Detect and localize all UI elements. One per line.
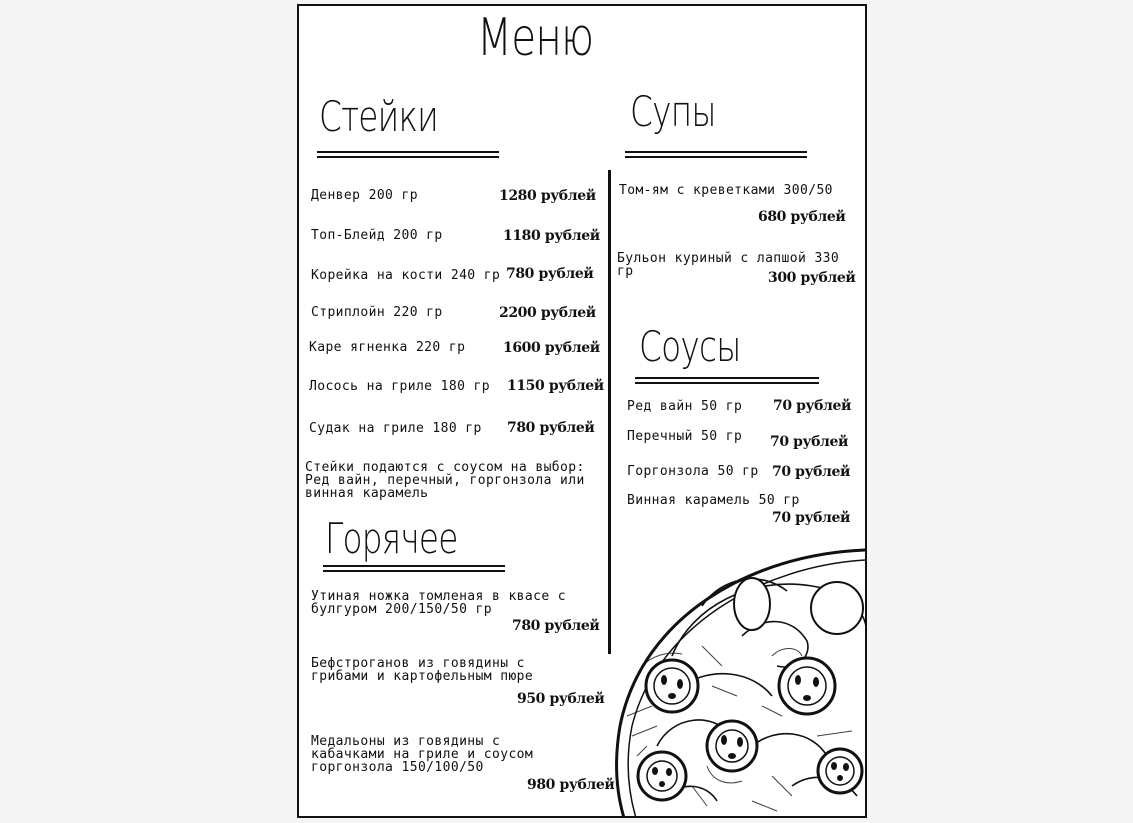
- hot-item-line: булгуром 200/150/50 гр: [311, 602, 492, 617]
- steak-item-name: Денвер 200 гр: [311, 188, 418, 203]
- steaks-note-line: Ред вайн, перечный, горгонзола или: [305, 473, 585, 488]
- steak-item-name: Стриплойн 220 гр: [311, 305, 443, 320]
- soup-item-price: 680 рублей: [758, 209, 846, 225]
- column-divider: [608, 170, 611, 654]
- steaks-note-line: Стейки подаются с соусом на выбор:: [305, 460, 585, 475]
- sauce-item-price: 70 рублей: [770, 434, 849, 450]
- sauce-item-price: 70 рублей: [772, 464, 851, 480]
- steak-item-price: 1280 рублей: [499, 188, 596, 204]
- hot-item-line: кабачками на гриле и соусом: [311, 747, 534, 762]
- sauce-item-name: Ред вайн 50 гр: [627, 399, 743, 414]
- steak-item-name: Корейка на кости 240 гр: [311, 268, 501, 283]
- steak-item-price: 1150 рублей: [507, 378, 604, 394]
- soup-item-line: гр: [617, 264, 634, 279]
- steak-item-price: 1180 рублей: [503, 228, 600, 244]
- steak-item-name: Лосось на гриле 180 гр: [309, 379, 490, 394]
- steak-item-price: 780 рублей: [507, 420, 595, 436]
- sauce-item-name: Горгонзола 50 гр: [627, 464, 759, 479]
- menu-title: Меню: [477, 8, 594, 68]
- steak-item-price: 1600 рублей: [503, 340, 600, 356]
- salad-bowl-illustration: [612, 546, 866, 818]
- soup-item-price: 300 рублей: [768, 270, 856, 286]
- hot-item-line: Утиная ножка томленая в квасе с: [311, 589, 567, 604]
- sauce-item-name: Винная карамель 50 гр: [627, 493, 800, 508]
- soup-item-line: Бульон куриный с лапшой 330: [617, 251, 840, 266]
- steak-item-name: Топ-Блейд 200 гр: [311, 228, 443, 243]
- steaks-title-underline: [317, 151, 499, 158]
- menu-sheet: [297, 4, 867, 818]
- hot-title-underline: [323, 565, 505, 572]
- steak-item-price: 2200 рублей: [499, 305, 596, 321]
- soups-title-underline: [625, 151, 807, 158]
- hot-item-line: Медальоны из говядины с: [311, 734, 501, 749]
- steaks-note-line: винная карамель: [305, 486, 429, 501]
- steak-item-name: Каре ягненка 220 гр: [309, 340, 466, 355]
- soup-item-line: Том-ям с креветками 300/50: [619, 183, 833, 198]
- hot-item-line: Бефстроганов из говядины с: [311, 656, 525, 671]
- hot-item-line: грибами и картофельным пюре: [311, 669, 534, 684]
- sauces-title-underline: [635, 377, 819, 384]
- steaks-title: Стейки: [319, 92, 438, 141]
- hot-item-price: 950 рублей: [517, 691, 605, 707]
- hot-title: Горячее: [325, 514, 458, 563]
- steak-item-price: 780 рублей: [506, 266, 594, 282]
- sauces-title: Соусы: [639, 322, 741, 371]
- hot-item-price: 780 рублей: [512, 618, 600, 634]
- sauce-item-price: 70 рублей: [773, 398, 852, 414]
- sauce-item-price: 70 рублей: [772, 510, 851, 526]
- soups-title: Супы: [630, 87, 716, 136]
- sauce-item-name: Перечный 50 гр: [627, 429, 743, 444]
- steak-item-name: Судак на гриле 180 гр: [309, 421, 482, 436]
- hot-item-price: 980 рублей: [527, 777, 615, 793]
- hot-item-line: горгонзола 150/100/50: [311, 760, 484, 775]
